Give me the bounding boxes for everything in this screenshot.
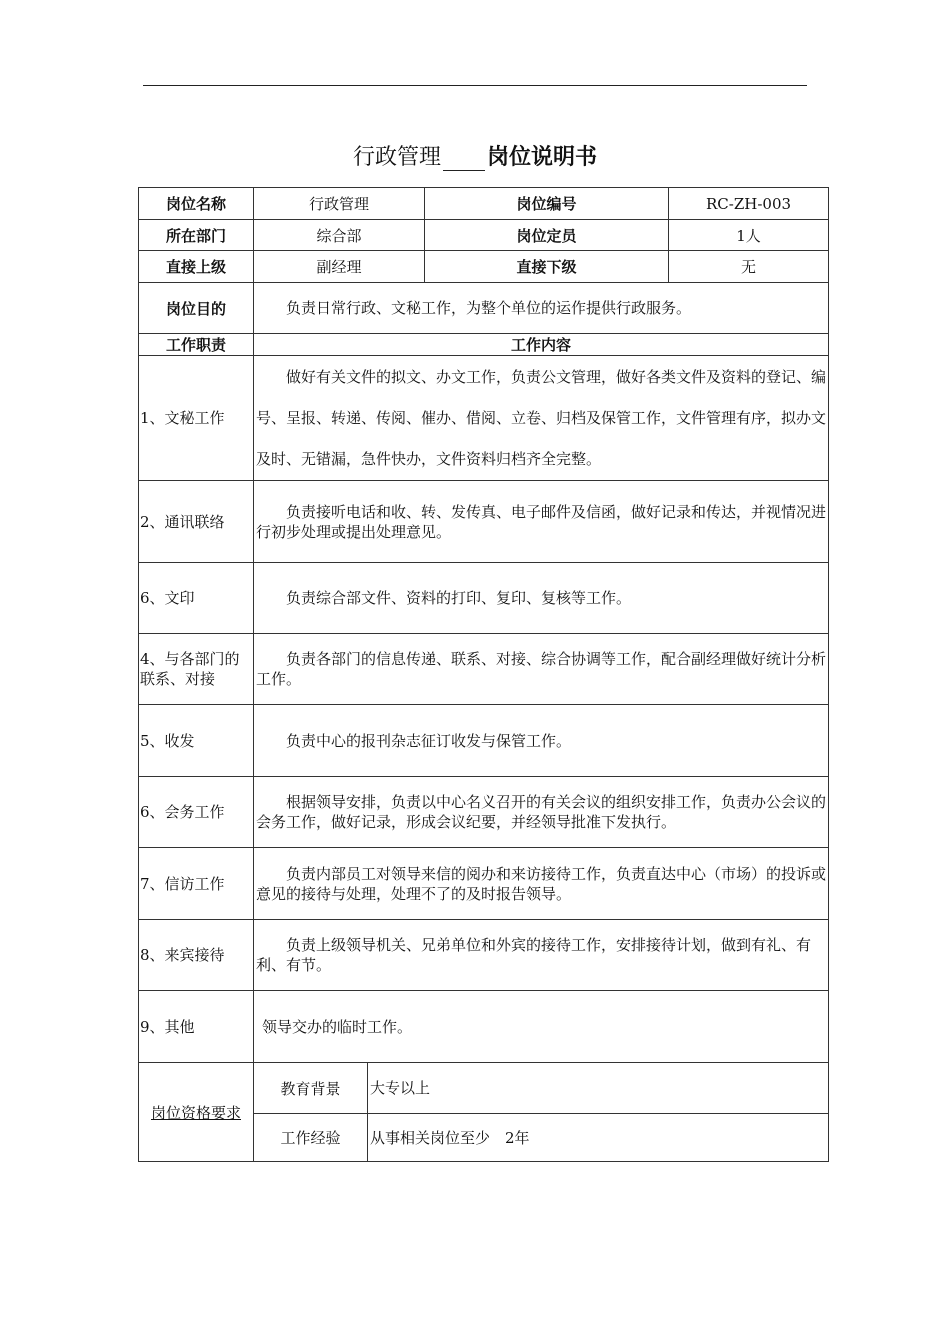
qualification-row-education xyxy=(139,1063,829,1114)
duty-content: 负责接听电话和收、转、发传真、电子邮件及信函，做好记录和传达，并视情况进行初步处理或提出处理意见。 xyxy=(254,481,829,563)
duty-content: 根据领导安排，负责以中心名义召开的有关会议的组织安排工作，负责办公会议的会务工作，做好记录，形成会议纪要，并经领导批准下发执行。 xyxy=(254,777,829,848)
superior-label: 直接上级 xyxy=(139,251,254,283)
header-row-post xyxy=(139,188,829,220)
job-description-table xyxy=(138,187,829,1162)
duty-name: 2、通讯联络 xyxy=(139,481,254,563)
post-code-label: 岗位编号 xyxy=(425,188,669,220)
duty-content: 领导交办的临时工作。 xyxy=(254,991,829,1063)
duty-row xyxy=(139,848,829,920)
duty-row xyxy=(139,634,829,705)
education-value: 大专以上 xyxy=(368,1063,829,1114)
duty-row xyxy=(139,991,829,1063)
duties-header-left: 工作职责 xyxy=(139,334,254,356)
duty-content: 负责内部员工对领导来信的阅办和来访接待工作，负责直达中心（市场）的投诉或意见的接待与处理，处理不了的及时报告领导。 xyxy=(254,848,829,920)
purpose-text: 负责日常行政、文秘工作，为整个单位的运作提供行政服务。 xyxy=(254,283,829,334)
duty-content: 做好有关文件的拟文、办文工作，负责公文管理，做好各类文件及资料的登记、编号、呈报、转递、传阅、催办、借阅、立卷、归档及保管工作，文件管理有序，拟办文及时、无错漏，急件快办，文件资料归档齐全完整。 xyxy=(254,356,829,481)
duty-row xyxy=(139,920,829,991)
duties-header-right: 工作内容 xyxy=(254,334,829,356)
qualifications-label: 岗位资格要求 xyxy=(139,1063,254,1162)
post-name-value: 行政管理 xyxy=(254,188,425,220)
duty-content: 负责各部门的信息传递、联系、对接、综合协调等工作，配合副经理做好统计分析工作。 xyxy=(254,634,829,705)
duty-name: 8、来宾接待 xyxy=(139,920,254,991)
duty-content: 负责中心的报刊杂志征订收发与保管工作。 xyxy=(254,705,829,777)
purpose-row xyxy=(139,283,829,334)
title-underline xyxy=(443,150,485,171)
dept-value: 综合部 xyxy=(254,220,425,251)
duty-row xyxy=(139,563,829,634)
duty-name: 4、与各部门的联系、对接 xyxy=(139,634,254,705)
duty-content: 负责综合部文件、资料的打印、复印、复核等工作。 xyxy=(254,563,829,634)
experience-value: 从事相关岗位至少 2年 xyxy=(368,1114,829,1162)
duties-header-row xyxy=(139,334,829,356)
document-title xyxy=(0,140,950,171)
duty-name: 5、收发 xyxy=(139,705,254,777)
dept-label: 所在部门 xyxy=(139,220,254,251)
duty-row xyxy=(139,777,829,848)
duty-row xyxy=(139,356,829,481)
duty-row xyxy=(139,481,829,563)
headcount-label: 岗位定员 xyxy=(425,220,669,251)
headcount-value: 1人 xyxy=(669,220,829,251)
top-rule xyxy=(143,85,807,86)
subordinate-label: 直接下级 xyxy=(425,251,669,283)
title-position: 行政管理 xyxy=(352,145,441,170)
duty-row xyxy=(139,705,829,777)
subordinate-value: 无 xyxy=(669,251,829,283)
post-name-label: 岗位名称 xyxy=(139,188,254,220)
duty-name: 7、信访工作 xyxy=(139,848,254,920)
duty-name: 9、其他 xyxy=(139,991,254,1063)
post-code-value: RC-ZH-003 xyxy=(669,188,829,220)
duty-name: 6、文印 xyxy=(139,563,254,634)
header-row-superior xyxy=(139,251,829,283)
purpose-label: 岗位目的 xyxy=(139,283,254,334)
experience-label: 工作经验 xyxy=(254,1114,368,1162)
education-label: 教育背景 xyxy=(254,1063,368,1114)
header-row-dept xyxy=(139,220,829,251)
duty-name: 6、会务工作 xyxy=(139,777,254,848)
duty-content: 负责上级领导机关、兄弟单位和外宾的接待工作，安排接待计划，做到有礼、有利、有节。 xyxy=(254,920,829,991)
title-suffix: 岗位说明书 xyxy=(487,144,598,170)
superior-value: 副经理 xyxy=(254,251,425,283)
duty-name: 1、文秘工作 xyxy=(139,356,254,481)
